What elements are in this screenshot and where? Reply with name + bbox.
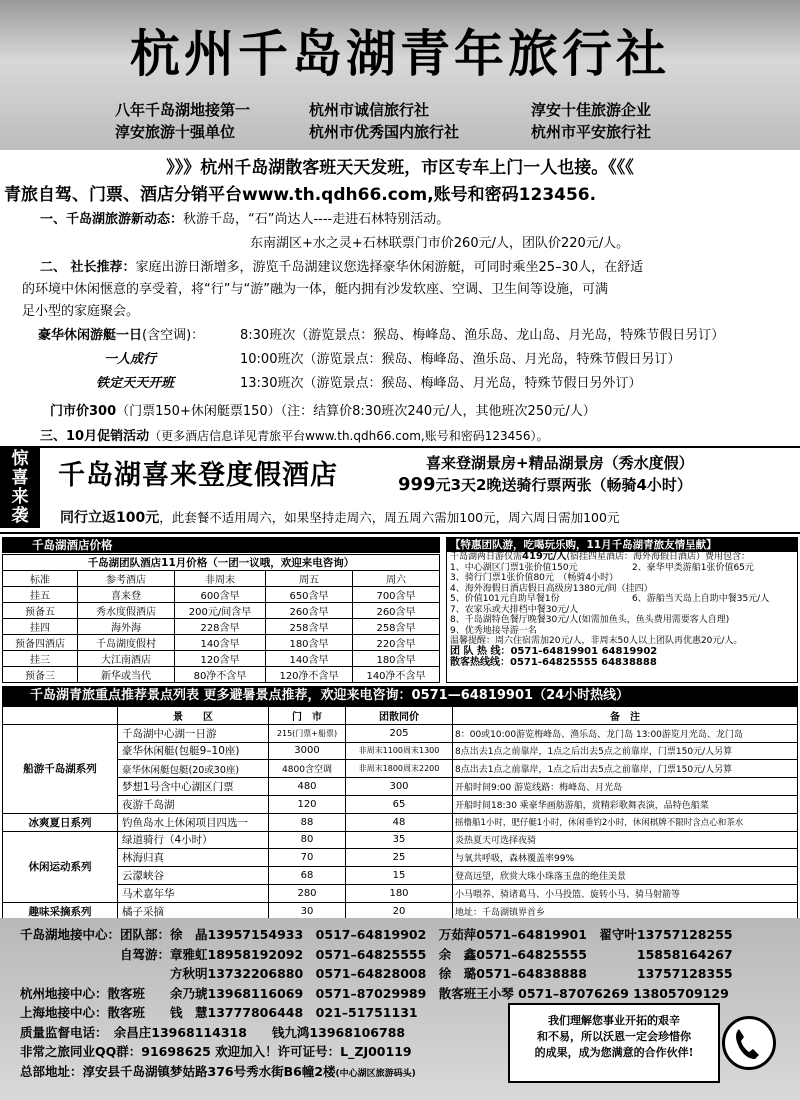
honor-item: 杭州市平安旅行社 (531, 123, 652, 141)
contact-line: 杭州地接中心：散客班 余乃琥13968116069 0571–87029989 散客班王小琴 0571–87076269 13805709129 (20, 985, 729, 1001)
special-intro: 千岛湖两日游仅需419元/人(宿挂四星酒店：海外海假日酒店）费用包含： (450, 551, 751, 562)
table-row: 挂四 海外海 228含早 258含早 258含早 (3, 619, 440, 635)
motto-box: 我们理解您事业开拓的艰辛 和不易，所以沃恩一定会珍惜你 的成果，成为您满意的合作伙伴! (508, 1003, 720, 1083)
table-row: 马术嘉年华 280 180 小马喂养、骑诸葛马、小马投篮、旋转小马、骑马射箭等 (3, 884, 798, 902)
contact-line: 上海地接中心：散客班 钱 慧13777806448 021–51751131 (20, 1005, 418, 1020)
surprise-badge: 惊 喜 来 袭 (0, 448, 40, 528)
table-row: 豪华休闲艇包艇(20或30座) 4800含空调 非周末1800周末2200 8点出去1点之前靠岸，1点之后出去5点之前靠岸，门票150元/人另算 (3, 760, 798, 778)
table-row: 冰爽夏日系列 钓鱼岛水上休闲项目四选一 88 48 摇橹船1小时，肥仔艇1小时，休闲垂钓2小时，休闲棋牌不限时含点心和茶水 (3, 813, 798, 831)
contact-line: 方秋明13732206880 0571–64828008 徐 璐0571–64838888 13757128355 (20, 966, 733, 981)
table-row: 夜游千岛湖 120 65 开船时间18:30 乘豪华画舫游船，赏精彩歌舞表演，品特色船菜 (3, 795, 798, 813)
phone-icon-glyph (725, 1019, 773, 1067)
script-tag: 一人成行 (104, 352, 157, 367)
honor-item: 淳安旅游十强单位 (115, 123, 236, 141)
table-row: 云濛峡谷 68 15 登高远望，欣赏大珠小珠落玉盘的绝佳美景 (3, 867, 798, 885)
honor-item: 淳安十佳旅游企业 (531, 101, 652, 119)
news-text: 秋游千岛，“石”尚达人----走进石林特别活动。 (183, 212, 450, 227)
table-row: 预备三 新华或当代 80净不含早 120净不含早 140净不含早 (3, 667, 440, 683)
attractions-heading: 千岛湖青旅重点推荐景点列表 更多避暑景点推荐，欢迎来电咨询：0571—64819901（24小时热线） (2, 686, 798, 706)
honor-item: 杭州市诚信旅行社 (309, 101, 430, 119)
promo-line2: 999元3天2晚送骑行票两张（畅骑4小时） (398, 474, 692, 495)
october-promo: 三、10月促销活动（更多酒店信息详见青旅平台www.th.qdh66.com,账号和密码123456）。 (40, 429, 549, 444)
news-price: 东南湖区+水之灵+石林联票门市价260元/人，团队价220元/人。 (250, 236, 630, 251)
individual-hotline: 散客热线线：0571-64825555 64838888 (450, 656, 657, 668)
contact-line: 千岛湖地接中心：团队部：徐 晶13957154933 0517–64819902 万茹萍0571–64819901 翟守叶13757128255 (20, 927, 733, 942)
script-tag: 铁定天天开班 (96, 376, 175, 391)
honor-item: 八年千岛湖地接第一 (115, 101, 251, 119)
group-label: 休闲运动系列 (3, 831, 118, 902)
hotel-price-subheading: 千岛湖团队酒店11月价格（一团一议哦，欢迎来电咨询） (3, 555, 440, 571)
news-block (40, 210, 449, 230)
special-offer-heading: 【特惠团队游，吃喝玩乐购，11月千岛湖青旅友情呈献】 (447, 538, 797, 552)
recommend-p2: 的环境中休闲惬意的享受着，将“行”与“游”融为一体，艇内拥有沙发软座、空调、卫生间等设施，可满 (22, 282, 608, 297)
special-items-grid: 1、中心湖区门票1张价值150元 2、豪华甲类游船1张价值65元 3、骑行门票1张价值80元 （畅骑4小时） 4、海外海假日酒店假日高级房1380元/间（挂四） 5、价值101元自助早餐1份 6、游船当天岛上自助中餐35元/人 (450, 562, 770, 605)
news-heading: 一、千岛湖旅游新动态： (40, 212, 184, 227)
table-row: 休闲运动系列 绿道骑行（4小时） 80 35 炎热夏天可选择夜骑 (3, 831, 798, 849)
group-label: 船游千岛湖系列 (3, 724, 118, 813)
table-row: 梦想1号含中心湖区门票 480 300 开船时间9:00 游览线路：梅峰岛、月光岛 (3, 778, 798, 796)
table-row: 林海归真 70 25 与氧共呼吸，森林覆盖率99% (3, 849, 798, 867)
hq-address: 总部地址：淳安县千岛湖镇梦姑路376号秀水街B6幢2楼(中心湖区旅游码头) (20, 1063, 416, 1079)
promo-line1: 喜来登湖景房+精品湖景房（秀水度假） (426, 454, 694, 472)
yacht-price: 门市价300（门票150+休闲艇票150）（注：结算价8:30班次240元/人，其他班次250元/人） (50, 404, 596, 419)
promo-rebate: 同行立返100元，此套餐不适用周六，如果坚持走周六，周五周六需加100元，周六周日需加100元 (60, 510, 620, 526)
table-row: 船游千岛湖系列 千岛湖中心湖一日游 215(门票+船票) 205 8：00或10:00游览梅峰岛、渔乐岛、龙门岛 13:00游览月光岛、龙门岛 (3, 724, 798, 742)
group-label: 趣味采摘系列 (3, 902, 118, 920)
contact-line: 非常之旅同业QQ群：91698625 欢迎加入！许可证号：L_ZJ00119 (20, 1044, 412, 1059)
recommend-p1: 二、 社长推荐：家庭出游日渐增多，游览千岛湖建议您选择豪华休闲游艇，可同时乘坐25–30人，在舒适 (40, 260, 644, 275)
table-row: 趣味采摘系列 橘子采摘 30 20 地址：千岛湖镇界首乡 (3, 902, 798, 920)
departure-0830: 8:30班次（游览景点：猴岛、梅峰岛、渔乐岛、龙山岛、月光岛，特殊节假日另订） (240, 328, 725, 343)
table-row: 挂五 喜来登 600含早 650含早 700含早 (3, 587, 440, 603)
table-row: 预备五 秀水度假酒店 200元/间含早 260含早 260含早 (3, 603, 440, 619)
attractions-table (2, 706, 798, 921)
phone-icon (722, 1016, 776, 1070)
special-notice: 温馨提醒：周六住宿需加20元/人，非周末50人以上团队再优惠20元/人。 (450, 636, 743, 647)
group-label: 冰爽夏日系列 (3, 813, 118, 831)
table-row: 挂三 大江南酒店 120含早 140含早 180含早 (3, 651, 440, 667)
hotel-price-table (2, 554, 440, 683)
table-row: 预备四酒店 千岛湖度假村 140含早 180含早 220含早 (3, 635, 440, 651)
special-offer-box: 【特惠团队游，吃喝玩乐购，11月千岛湖青旅友情呈献】 千岛湖两日游仅需419元/人(宿挂四星酒店：海外海假日酒店）费用包含： 1、中心湖区门票1张价值150元 2、豪华甲类游船1张价值65元 3、骑行门票1张价值80元 （畅骑4小时） 4、海外海假日酒店假日高级房1380元/间（挂四） 5、价值101元自助早餐1份 6、游船当天岛上自助中餐35元/人 7、农家乐或大排档中餐30元/人 8、千岛湖特色餐厅晚餐30元/人(如需加鱼头，鱼头费用需要客人自理) 9、优秀地接导游一名 温馨提醒：周六住宿需加20元/人，非周末50人以上团队再优惠20元/人。 团 队 热 线：0571-64819901 64819902 散客热线线：0571-64825555 64838888 (446, 537, 798, 683)
promo-hotel-title: 千岛湖喜来登度假酒店 (58, 460, 338, 491)
october-heading: 三、10月促销活动 (40, 429, 150, 444)
departure-1330: 13:30班次（游览景点：猴岛、梅峰岛、月光岛，特殊节假日另外订） (240, 376, 642, 391)
team-hotline: 团 队 热 线：0571-64819901 64819902 (450, 645, 658, 657)
table-header-row: 标准 参考酒店 非周末 周五 周六 (3, 571, 440, 587)
recommend-heading: 二、 社长推荐： (40, 260, 136, 275)
table-row: 豪华休闲艇(包艇9–10座) 3000 非周末1100周末1300 8点出去1点之前靠岸，1点之后出去5点之前靠岸，门票150元/人另算 (3, 742, 798, 760)
departure-1000: 10:00班次（游览景点：猴岛、梅峰岛、渔乐岛、月光岛，特殊节假日另订） (240, 352, 681, 367)
yacht-label: 豪华休闲游艇一日(含空调)： (38, 328, 205, 343)
recommend-p3: 足小型的家庭聚会。 (22, 304, 140, 319)
contact-line: 质量监督电话： 余昌庄13968114318 钱九鸿13968106788 (20, 1024, 406, 1040)
contact-line: 自驾游：章雅虹18958192092 0571–64825555 余 鑫0571–64825555 15858164267 (20, 946, 733, 962)
table-header-row: 景 区 门 市 团散同价 备 注 (3, 707, 798, 725)
slogan-line: 》》》杭州千岛湖散客班天天发班，市区专车上门一人也接。《《《 (166, 158, 634, 178)
slogan-website: 青旅自驾、门票、酒店分销平台www.th.qdh66.com,账号和密码123456. (4, 185, 597, 205)
hotel-price-heading: 千岛湖酒店价格 (2, 537, 440, 553)
page-title: 杭州千岛湖青年旅行社 (130, 24, 670, 83)
honor-item: 杭州市优秀国内旅行社 (309, 123, 460, 141)
